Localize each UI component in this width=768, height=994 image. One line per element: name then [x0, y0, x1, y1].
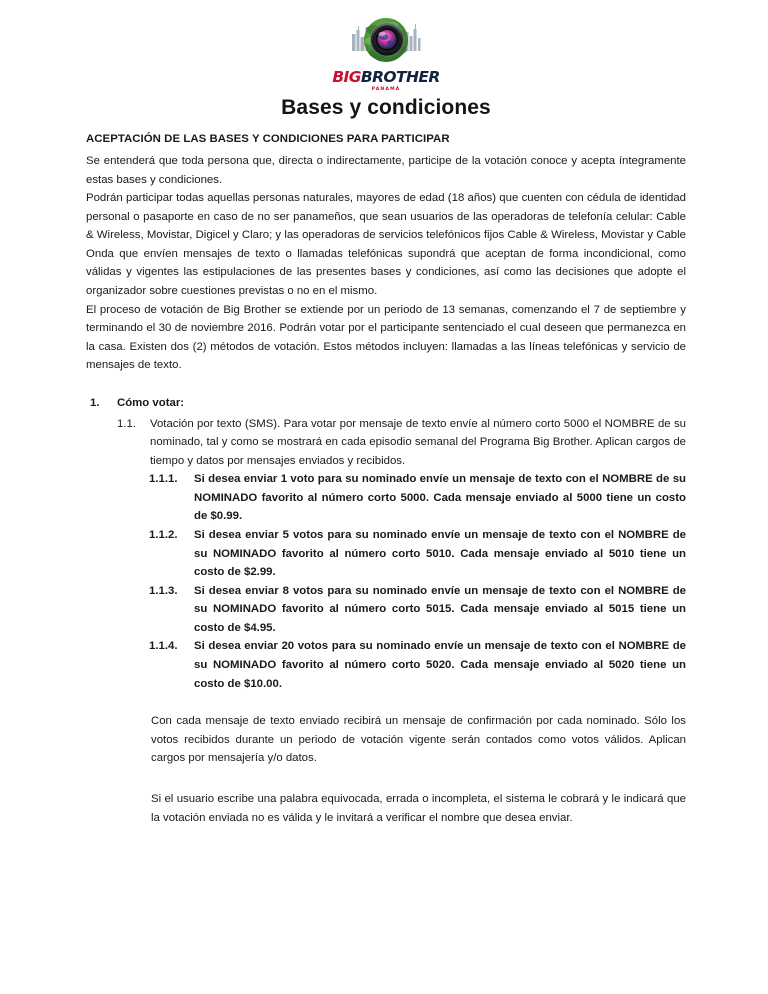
list-item-text-voto-8: Si desea enviar 8 votos para su nominado envíe un mensaje de texto con el NOMBRE de su NOMINADO favorito al número corto 5015. Cada mensaje enviado al 5015 tiene un costo de $4.95.	[194, 584, 686, 634]
logo-country-label: PANAMÁ	[371, 87, 401, 92]
big-brother-globe-camera-logo	[349, 12, 423, 70]
paragraph-eligibility: Podrán participar todas aquellas personas naturales, mayores de edad (18 años) que cuenten con cédula de identidad personal o pasaporte en caso de no ser panameños, que sean usuarios de las operadoras de telefonía celular: Cable & Wireless, Movistar, Digicel y Claro; y las operadoras de servicios telefónicos fijos Cable & Wireless, Movistar y Cable Onda que envíen mensajes de texto o llamadas telefónicas supondrá que aceptan de forma incondicional, como válidas y vigentes las estipulaciones de las presentes bases y condiciones, así como las decisiones que adopte el organizador sobre cuestiones previstas o no en el mismo.	[86, 192, 686, 298]
sublist-level-3	[117, 470, 686, 693]
list-item-label-como-votar: Cómo votar:	[117, 396, 185, 409]
terms-list	[86, 394, 686, 693]
list-marker-1: 1.	[90, 396, 100, 409]
section-heading-acceptance: ACEPTACIÓN DE LAS BASES Y CONDICIONES PARA PARTICIPAR	[86, 133, 450, 145]
list-item-como-votar	[86, 394, 686, 693]
list-item-voto-1	[149, 470, 686, 526]
list-marker-1-1-3: 1.1.3.	[149, 584, 178, 597]
note-confirmation-message: Con cada mensaje de texto enviado recibirá un mensaje de confirmación por cada nominado. Sólo los votos recibidos durante un periodo de votación vigente serán contados como votos válidos. Aplican cargos por mensajería y/o datos.	[151, 715, 686, 765]
paragraph-acceptance: Se entenderá que toda persona que, directa o indirectamente, participe de la votación conoce y acepta íntegramente estas bases y condiciones.	[86, 155, 686, 186]
brand-logo	[86, 12, 686, 92]
list-marker-1-1-2: 1.1.2.	[149, 528, 178, 541]
list-item-voto-20	[149, 637, 686, 693]
list-item-voto-8	[149, 582, 686, 638]
list-marker-1-1: 1.1.	[117, 417, 136, 430]
list-item-text-voto-5: Si desea enviar 5 votos para su nominado envíe un mensaje de texto con el NOMBRE de su NOMINADO favorito al número corto 5010. Cada mensaje enviado al 5010 tiene un costo de $2.99.	[194, 528, 686, 579]
logo-text-big: BIG	[332, 68, 361, 86]
sublist-level-2	[117, 415, 686, 471]
logo-wordmark	[332, 68, 439, 86]
list-item-text-voto-1: Si desea enviar 1 voto para su nominado envíe un mensaje de texto con el NOMBRE de su NOMINADO favorito al número corto 5000. Cada mensaje enviado al 5000 tiene un costo de $0.99.	[194, 473, 686, 523]
list-item-text-votacion-sms: Votación por texto (SMS). Para votar por mensaje de texto envíe al número corto 5000 el NOMBRE de su nominado, tal y como se mostrará en cada episodio semanal del Programa Big Brother. Aplican cargos de tiempo y datos por mensajes enviados y recibidos.	[150, 417, 686, 467]
logo-text-brother: BROTHER	[360, 68, 440, 86]
page-title: Bases y condiciones	[281, 96, 491, 119]
list-item-text-voto-20: Si desea enviar 20 votos para su nominado envíe un mensaje de texto con el NOMBRE de su NOMINADO favorito al número corto 5020. Cada mensaje enviado al 5020 tiene un costo de $10.00.	[194, 640, 686, 690]
list-marker-1-1-4: 1.1.4.	[149, 640, 178, 653]
list-item-voto-5	[149, 526, 686, 582]
list-item-votacion-sms	[117, 415, 686, 471]
paragraph-voting-period: El proceso de votación de Big Brother se extiende por un periodo de 13 semanas, comenzando el 7 de septiembre y terminando el 30 de noviembre 2016. Podrán votar por el participante sentenciado el cual deseen que permanezca en la casa. Existen dos (2) métodos de votación. Estos métodos incluyen: llamadas a las líneas telefónicas y servicio de mensajes de texto.	[86, 303, 686, 372]
list-marker-1-1-1: 1.1.1.	[149, 473, 178, 486]
note-invalid-word: Si el usuario escribe una palabra equivocada, errada o incompleta, el sistema le cobrará y le indicará que la votación enviada no es válida y le invitará a verificar el nombre que desea enviar.	[151, 792, 686, 824]
